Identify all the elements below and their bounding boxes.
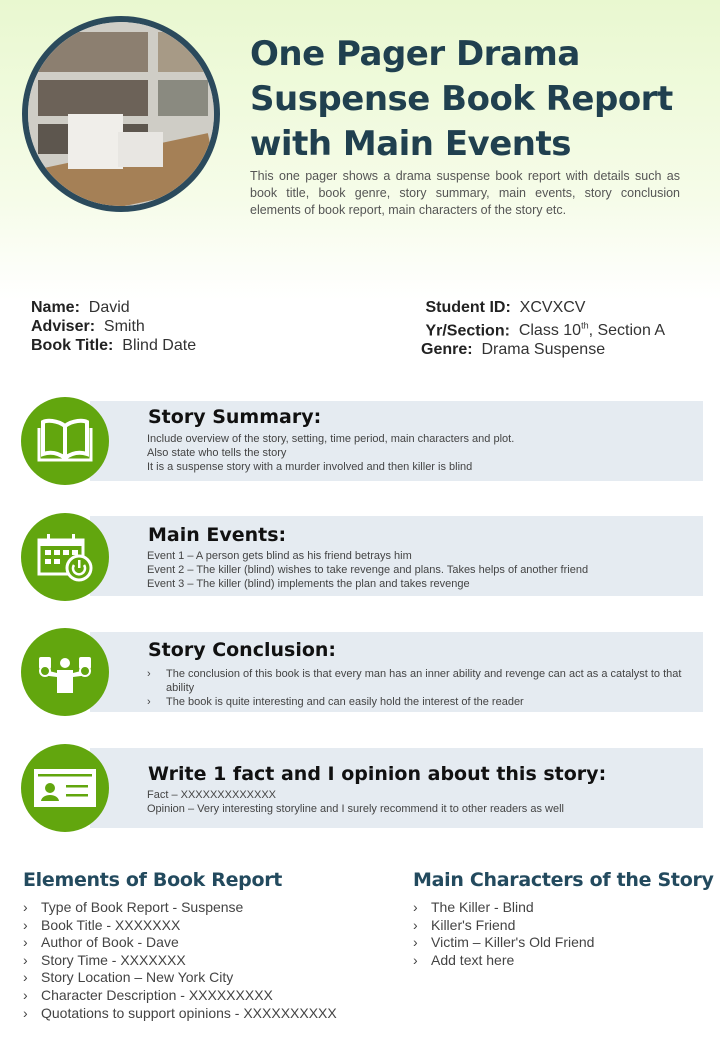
name-label: Name: bbox=[31, 299, 80, 316]
character-item: › The Killer - Blind bbox=[413, 899, 534, 915]
id-card-icon bbox=[21, 744, 109, 832]
elements-item: › Story Location – New York City bbox=[23, 969, 234, 986]
section-value: Class 10th, Section A bbox=[518, 321, 666, 340]
adviser-label: Adviser: bbox=[31, 318, 96, 335]
person-choice-icon bbox=[21, 628, 109, 716]
name-value: David bbox=[88, 299, 130, 316]
elements-item: › Story Time - XXXXXXX bbox=[23, 951, 186, 968]
elements-list bbox=[23, 899, 337, 1022]
character-item: › Add text here bbox=[413, 951, 515, 968]
character-item: › Killer's Friend bbox=[413, 916, 516, 933]
main-events-body bbox=[147, 549, 692, 591]
page-title: One Pager Drama Suspense Book Report with Main Events bbox=[250, 34, 673, 164]
event-line: Event 3 – The killer (blind) implements the plan and takes revenge bbox=[147, 578, 470, 590]
event-line: Event 1 – A person gets blind as his friend betrays him bbox=[147, 550, 412, 562]
characters-list bbox=[413, 899, 594, 969]
elements-heading: Elements of Book Report bbox=[23, 869, 283, 891]
fact-opinion-title: Write 1 fact and I opinion about this story: bbox=[148, 763, 607, 785]
summary-line: Include overview of the story, setting, time period, main characters and plot. bbox=[147, 433, 515, 445]
story-conclusion-body bbox=[147, 667, 692, 709]
elements-item: › Quotations to support opinions - XXXXXXXXXX bbox=[23, 1004, 337, 1021]
genre-label: Genre: bbox=[421, 341, 473, 359]
student-info-right bbox=[421, 298, 665, 359]
story-summary-body bbox=[147, 432, 692, 474]
summary-line: Also state who tells the story bbox=[147, 447, 287, 459]
student-id-value: XCVXCV bbox=[519, 299, 586, 316]
bookshelf-photo bbox=[22, 16, 220, 212]
elements-item: › Author of Book - Dave bbox=[23, 934, 179, 951]
character-item: › Victim – Killer's Old Friend bbox=[413, 934, 595, 951]
open-book-icon bbox=[21, 397, 109, 485]
fact-line: Fact – XXXXXXXXXXXXX bbox=[147, 789, 277, 801]
student-id-label: Student ID: bbox=[425, 299, 511, 316]
story-summary-title: Story Summary: bbox=[148, 406, 322, 428]
characters-heading: Main Characters of the Story bbox=[413, 869, 714, 891]
book-title-value: Blind Date bbox=[122, 337, 197, 354]
student-info-left bbox=[31, 298, 196, 355]
story-conclusion-title: Story Conclusion: bbox=[148, 639, 337, 661]
conclusion-bullet: › The book is quite interesting and can easily hold the interest of the reader bbox=[147, 696, 524, 708]
section-label: Yr/Section: bbox=[425, 322, 510, 340]
page-description: This one pager shows a drama suspense book report with details such as book title, book genre, story summary, main events, story conclusion elements of book report, main characters of the story etc. bbox=[250, 169, 680, 217]
calendar-power-icon bbox=[21, 513, 109, 601]
summary-line: It is a suspense story with a murder involved and then killer is blind bbox=[147, 461, 473, 473]
adviser-value: Smith bbox=[103, 318, 145, 335]
main-events-title: Main Events: bbox=[148, 524, 287, 546]
event-line: Event 2 – The killer (blind) wishes to take revenge and plans. Takes helps of another friend bbox=[147, 564, 589, 576]
conclusion-bullet: › The conclusion of this book is that every man has an inner ability and revenge can act as a catalyst to that ability bbox=[147, 668, 682, 694]
book-title-label: Book Title: bbox=[31, 337, 114, 354]
elements-item: › Character Description - XXXXXXXXX bbox=[23, 986, 273, 1003]
elements-item: › Book Title - XXXXXXX bbox=[23, 916, 181, 933]
opinion-line: Opinion – Very interesting storyline and I surely recommend it to other readers as well bbox=[147, 803, 564, 815]
genre-value: Drama Suspense bbox=[481, 341, 606, 359]
elements-item: › Type of Book Report - Suspense bbox=[23, 899, 244, 915]
fact-opinion-body bbox=[147, 788, 692, 816]
